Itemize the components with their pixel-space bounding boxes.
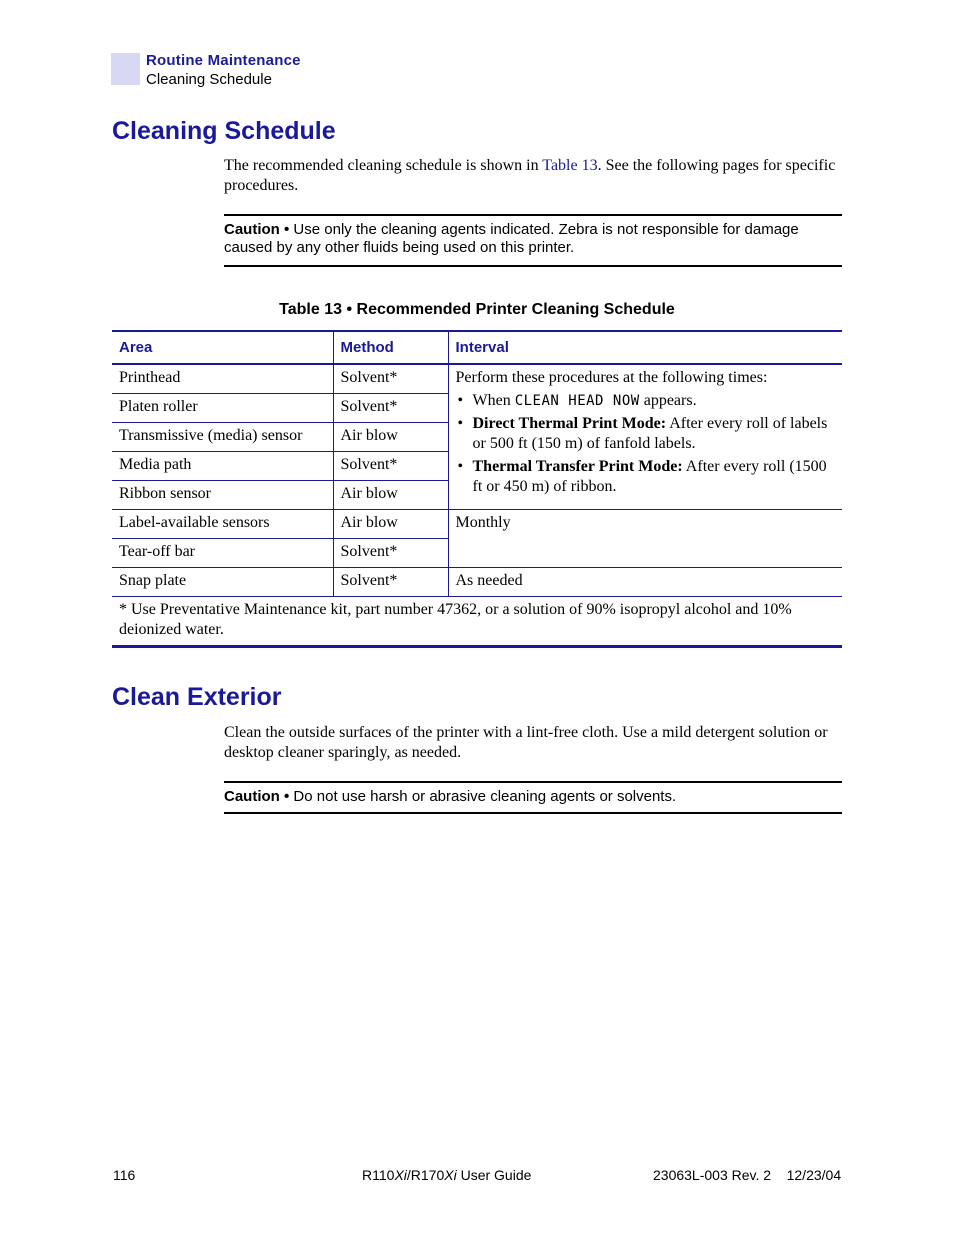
interval-cell-as-needed: As needed [448, 567, 842, 596]
interval-bullet [456, 414, 836, 454]
method-cell: Solvent* [333, 451, 448, 480]
running-header-section: Routine Maintenance [146, 52, 301, 69]
area-cell: Ribbon sensor [112, 480, 333, 509]
interval-bullet [456, 391, 836, 411]
intro-paragraph [224, 156, 842, 196]
method-cell: Air blow [333, 480, 448, 509]
section-tab-marker [111, 53, 140, 85]
clean-exterior-heading: Clean Exterior [112, 683, 282, 711]
table-13-link[interactable]: Table 13 [542, 157, 598, 174]
exterior-paragraph: Clean the outside surfaces of the printer with a lint-free cloth. Use a mild detergent solution or desktop cleaner sparingly, as needed. [224, 724, 828, 761]
interval-bullet [456, 457, 836, 497]
running-header-subsection: Cleaning Schedule [146, 71, 272, 88]
guide-title [362, 1167, 531, 1183]
guide-xi: Xi [444, 1167, 457, 1183]
intro-text-after: . See the following pages for specific procedures. [224, 157, 836, 194]
caution-text: Use only the cleaning agents indicated. Zebra is not responsible for damage caused by any other fluids being used on this printer. [224, 221, 799, 256]
page-number: 116 [113, 1167, 136, 1183]
area-cell: Snap plate [112, 567, 333, 596]
table-row [112, 567, 842, 596]
caution-box-agents [224, 214, 842, 267]
table-row [112, 509, 842, 538]
document-reference: 23063L-003 Rev. 2 12/23/04 [653, 1167, 842, 1183]
column-header-interval: Interval [448, 331, 842, 364]
bullet-label: Thermal Transfer Print Mode: [472, 458, 683, 475]
column-header-area: Area [112, 331, 333, 364]
area-cell: Tear-off bar [112, 538, 333, 567]
table-caption: Table 13 • Recommended Printer Cleaning Schedule [279, 301, 675, 318]
area-cell: Platen roller [112, 393, 333, 422]
cleaning-schedule-table [112, 330, 842, 648]
cleaning-schedule-heading: Cleaning Schedule [112, 117, 336, 145]
guide-xi: Xi [394, 1167, 407, 1183]
interval-cell-procedures [448, 364, 842, 509]
area-cell: Media path [112, 451, 333, 480]
column-header-method: Method [333, 331, 448, 364]
caution-box-abrasives [224, 781, 842, 814]
interval-cell-monthly: Monthly [448, 509, 842, 567]
guide-mid: /R170 [406, 1167, 445, 1183]
method-cell: Air blow [333, 422, 448, 451]
method-cell: Solvent* [333, 538, 448, 567]
area-cell: Printhead [112, 364, 333, 393]
method-cell: Air blow [333, 509, 448, 538]
table-header-row [112, 331, 842, 364]
bullet-text: After every roll of labels or 500 ft (150 m) of fanfold labels. [472, 415, 828, 452]
interval-bullet-list [456, 391, 836, 497]
interval-intro: Perform these procedures at the following times: [455, 369, 768, 386]
caution-label: Caution • [224, 788, 290, 805]
area-cell: Label-available sensors [112, 509, 333, 538]
method-cell: Solvent* [333, 364, 448, 393]
bullet-text: After every roll (1500 ft or 450 m) of ribbon. [472, 458, 827, 495]
bullet-text: appears. [639, 392, 697, 409]
table-footnote: * Use Preventative Maintenance kit, part number 47362, or a solution of 90% isopropyl alcohol and 10% deionized water. [112, 596, 842, 646]
caution-text: Do not use harsh or abrasive cleaning agents or solvents. [289, 788, 677, 805]
table-row [112, 364, 842, 393]
guide-suffix: User Guide [456, 1167, 532, 1183]
lcd-message: CLEAN HEAD NOW [514, 393, 640, 409]
table-footnote-row [112, 596, 842, 646]
guide-prefix: R110 [362, 1167, 395, 1183]
area-cell: Transmissive (media) sensor [112, 422, 333, 451]
bullet-label: Direct Thermal Print Mode: [472, 415, 667, 432]
intro-text-before: The recommended cleaning schedule is shown in [224, 157, 543, 174]
caution-label: Caution • [224, 221, 290, 238]
bullet-text: When [472, 392, 515, 409]
method-cell: Solvent* [333, 393, 448, 422]
method-cell: Solvent* [333, 567, 448, 596]
